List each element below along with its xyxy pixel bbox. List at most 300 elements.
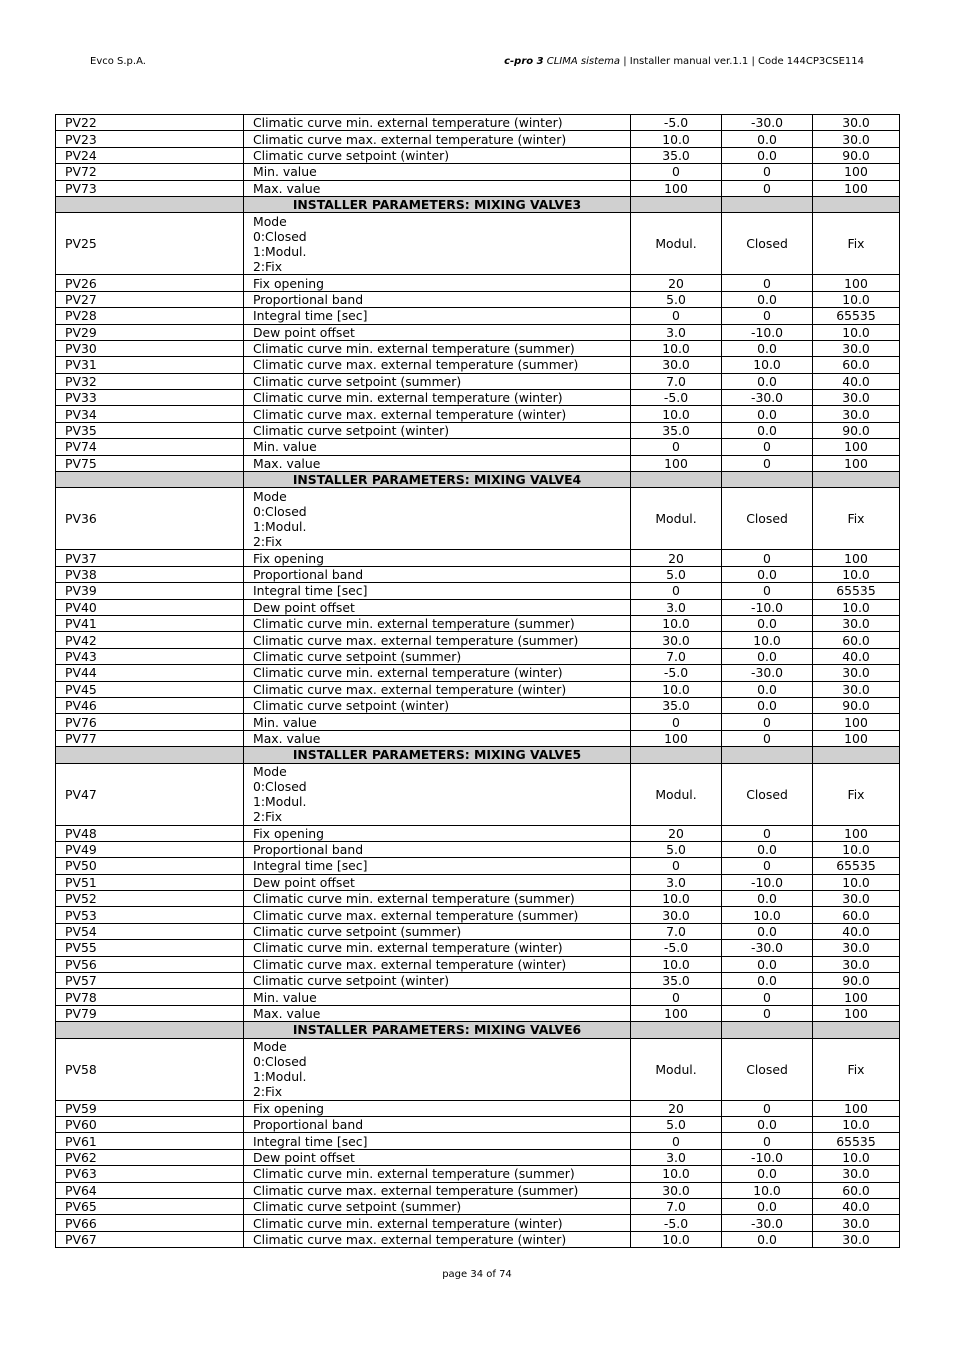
- param-max: Fix: [813, 1038, 900, 1100]
- mode-option-line: 2:Fix: [253, 258, 283, 274]
- param-min: Closed: [722, 213, 813, 275]
- param-min: 10.0: [722, 632, 813, 648]
- param-max: 10.0: [813, 324, 900, 340]
- param-max: 30.0: [813, 615, 900, 631]
- param-max: 100: [813, 714, 900, 730]
- param-min: 0.0: [722, 681, 813, 697]
- param-max: Fix: [813, 213, 900, 275]
- table-row: [56, 1166, 900, 1182]
- table-row: [56, 632, 900, 648]
- param-description: Max. value: [244, 180, 631, 196]
- section-blank-cell: [722, 747, 813, 763]
- param-description: Fix opening: [244, 1100, 631, 1116]
- param-code: PV28: [56, 308, 244, 324]
- table-row: [56, 956, 900, 972]
- param-description: Climatic curve max. external temperature (winter): [244, 956, 631, 972]
- param-default: 3.0: [631, 599, 722, 615]
- param-code: PV73: [56, 180, 244, 196]
- param-description: Climatic curve max. external temperature (summer): [244, 357, 631, 373]
- parameters-table: [55, 114, 900, 1248]
- param-description: Proportional band: [244, 291, 631, 307]
- param-code: PV22: [56, 115, 244, 131]
- param-description: Climatic curve setpoint (summer): [244, 373, 631, 389]
- param-code: PV64: [56, 1182, 244, 1198]
- param-max: 100: [813, 989, 900, 1005]
- param-description: Climatic curve max. external temperature (winter): [244, 406, 631, 422]
- param-max: 30.0: [813, 681, 900, 697]
- param-code: PV78: [56, 989, 244, 1005]
- param-min: 0: [722, 275, 813, 291]
- mode-option-line: Mode: [253, 488, 287, 504]
- param-code: PV47: [56, 763, 244, 825]
- table-row: [56, 825, 900, 841]
- param-description: Proportional band: [244, 841, 631, 857]
- param-min: 0: [722, 858, 813, 874]
- param-default: -5.0: [631, 665, 722, 681]
- param-default: 7.0: [631, 373, 722, 389]
- mode-option-line: Mode: [253, 213, 287, 229]
- manual-code: | Installer manual ver.1.1 | Code 144CP3CSE114: [620, 56, 864, 67]
- section-title: INSTALLER PARAMETERS: MIXING VALVE6: [244, 1022, 631, 1038]
- param-description: [244, 488, 631, 550]
- param-default: Modul.: [631, 1038, 722, 1100]
- table-row: [56, 131, 900, 147]
- param-code: PV24: [56, 147, 244, 163]
- table-row: [56, 907, 900, 923]
- table-row: [56, 923, 900, 939]
- param-code: PV55: [56, 940, 244, 956]
- param-description: Integral time [sec]: [244, 1133, 631, 1149]
- table-row: [56, 115, 900, 131]
- param-code: PV56: [56, 956, 244, 972]
- table-row: [56, 291, 900, 307]
- param-description: Dew point offset: [244, 1149, 631, 1165]
- param-default: 100: [631, 1005, 722, 1021]
- param-default: 0: [631, 439, 722, 455]
- param-min: 10.0: [722, 357, 813, 373]
- param-description: Climatic curve min. external temperature (summer): [244, 340, 631, 356]
- section-blank-cell: [813, 1022, 900, 1038]
- param-max: 100: [813, 730, 900, 746]
- section-blank-cell: [56, 1022, 244, 1038]
- section-title: INSTALLER PARAMETERS: MIXING VALVE4: [244, 472, 631, 488]
- table-row: [56, 1215, 900, 1231]
- param-description: Dew point offset: [244, 324, 631, 340]
- param-code: PV50: [56, 858, 244, 874]
- param-max: 65535: [813, 1133, 900, 1149]
- param-default: 30.0: [631, 1182, 722, 1198]
- param-max: 30.0: [813, 665, 900, 681]
- param-code: PV41: [56, 615, 244, 631]
- param-max: 90.0: [813, 973, 900, 989]
- param-max: 60.0: [813, 1182, 900, 1198]
- param-code: PV30: [56, 340, 244, 356]
- table-row: [56, 147, 900, 163]
- param-min: -30.0: [722, 1215, 813, 1231]
- table-row: [56, 324, 900, 340]
- mode-option-line: 2:Fix: [253, 1084, 283, 1100]
- param-default: 30.0: [631, 632, 722, 648]
- param-default: 10.0: [631, 1231, 722, 1247]
- param-description: Climatic curve setpoint (summer): [244, 923, 631, 939]
- table-row: [56, 1005, 900, 1021]
- table-row: [56, 583, 900, 599]
- param-max: 30.0: [813, 340, 900, 356]
- param-max: 30.0: [813, 891, 900, 907]
- mode-option-line: 0:Closed: [253, 228, 307, 244]
- param-max: 10.0: [813, 841, 900, 857]
- param-code: PV61: [56, 1133, 244, 1149]
- mode-option-line: 1:Modul.: [253, 1069, 307, 1085]
- table-row: [56, 940, 900, 956]
- section-title: INSTALLER PARAMETERS: MIXING VALVE5: [244, 747, 631, 763]
- param-description: Climatic curve min. external temperature (summer): [244, 891, 631, 907]
- param-max: Fix: [813, 763, 900, 825]
- param-default: -5.0: [631, 390, 722, 406]
- param-code: PV45: [56, 681, 244, 697]
- param-code: PV49: [56, 841, 244, 857]
- param-description: [244, 763, 631, 825]
- param-default: 100: [631, 730, 722, 746]
- param-default: 3.0: [631, 324, 722, 340]
- document-info: [504, 56, 864, 67]
- table-row: [56, 714, 900, 730]
- param-default: 0: [631, 164, 722, 180]
- param-description: Max. value: [244, 1005, 631, 1021]
- table-row: [56, 180, 900, 196]
- section-header-row: [56, 1022, 900, 1038]
- param-max: 10.0: [813, 1149, 900, 1165]
- mode-option-line: 1:Modul.: [253, 243, 307, 259]
- mode-option-line: 2:Fix: [253, 809, 283, 824]
- section-blank-cell: [813, 747, 900, 763]
- param-max: 30.0: [813, 956, 900, 972]
- param-description: Min. value: [244, 439, 631, 455]
- param-default: 20: [631, 550, 722, 566]
- param-code: PV52: [56, 891, 244, 907]
- table-row: [56, 406, 900, 422]
- param-code: PV74: [56, 439, 244, 455]
- param-default: 7.0: [631, 648, 722, 664]
- param-default: 0: [631, 1133, 722, 1149]
- param-min: 0: [722, 164, 813, 180]
- table-row: [56, 373, 900, 389]
- param-max: 30.0: [813, 406, 900, 422]
- param-description: Fix opening: [244, 825, 631, 841]
- param-min: 0: [722, 714, 813, 730]
- param-default: 20: [631, 1100, 722, 1116]
- table-row: [56, 874, 900, 890]
- param-min: 0: [722, 1133, 813, 1149]
- param-default: 5.0: [631, 1116, 722, 1132]
- param-description: Integral time [sec]: [244, 583, 631, 599]
- param-min: 0.0: [722, 923, 813, 939]
- param-max: 100: [813, 825, 900, 841]
- param-min: 0.0: [722, 1116, 813, 1132]
- param-code: PV63: [56, 1166, 244, 1182]
- param-min: 0.0: [722, 1231, 813, 1247]
- param-max: 60.0: [813, 907, 900, 923]
- table-row: [56, 891, 900, 907]
- param-min: -30.0: [722, 940, 813, 956]
- param-min: 0: [722, 455, 813, 471]
- section-header-row: [56, 196, 900, 212]
- param-default: 0: [631, 583, 722, 599]
- param-code: PV57: [56, 973, 244, 989]
- param-max: 30.0: [813, 940, 900, 956]
- param-description: Climatic curve max. external temperature (winter): [244, 131, 631, 147]
- param-description: Max. value: [244, 455, 631, 471]
- param-default: Modul.: [631, 488, 722, 550]
- param-code: PV29: [56, 324, 244, 340]
- param-default: 10.0: [631, 131, 722, 147]
- section-blank-cell: [631, 1022, 722, 1038]
- mode-option-line: 0:Closed: [253, 779, 307, 794]
- table-row: [56, 422, 900, 438]
- product-name: c-pro 3: [504, 56, 544, 67]
- param-default: 10.0: [631, 891, 722, 907]
- table-row: [56, 730, 900, 746]
- param-min: 0.0: [722, 131, 813, 147]
- param-default: -5.0: [631, 1215, 722, 1231]
- param-default: 7.0: [631, 923, 722, 939]
- param-max: 100: [813, 275, 900, 291]
- param-default: Modul.: [631, 213, 722, 275]
- param-description: Climatic curve min. external temperature (winter): [244, 1215, 631, 1231]
- param-min: 0.0: [722, 648, 813, 664]
- section-blank-cell: [56, 196, 244, 212]
- param-max: 100: [813, 1005, 900, 1021]
- param-max: 10.0: [813, 874, 900, 890]
- section-blank-cell: [722, 472, 813, 488]
- param-description: Dew point offset: [244, 599, 631, 615]
- param-code: PV38: [56, 566, 244, 582]
- param-min: 0: [722, 583, 813, 599]
- table-row: [56, 841, 900, 857]
- param-min: 0.0: [722, 841, 813, 857]
- param-description: Dew point offset: [244, 874, 631, 890]
- param-default: -5.0: [631, 940, 722, 956]
- param-min: 0.0: [722, 1198, 813, 1214]
- param-description: Climatic curve max. external temperature (summer): [244, 1182, 631, 1198]
- param-default: -5.0: [631, 115, 722, 131]
- param-code: PV37: [56, 550, 244, 566]
- param-description: Climatic curve setpoint (winter): [244, 697, 631, 713]
- param-min: 0: [722, 1005, 813, 1021]
- mode-option-line: Mode: [253, 1039, 287, 1055]
- param-min: -30.0: [722, 665, 813, 681]
- param-code: PV58: [56, 1038, 244, 1100]
- table-row: [56, 615, 900, 631]
- param-code: PV48: [56, 825, 244, 841]
- param-code: PV35: [56, 422, 244, 438]
- param-code: PV32: [56, 373, 244, 389]
- param-default: 0: [631, 308, 722, 324]
- mode-option-line: 2:Fix: [253, 533, 283, 549]
- table-row: [56, 1038, 900, 1100]
- param-code: PV75: [56, 455, 244, 471]
- param-default: 0: [631, 989, 722, 1005]
- param-min: 0.0: [722, 697, 813, 713]
- param-max: 30.0: [813, 390, 900, 406]
- section-blank-cell: [56, 747, 244, 763]
- param-default: 35.0: [631, 147, 722, 163]
- table-row: [56, 858, 900, 874]
- param-code: PV66: [56, 1215, 244, 1231]
- param-code: PV44: [56, 665, 244, 681]
- param-code: PV72: [56, 164, 244, 180]
- param-description: Climatic curve setpoint (winter): [244, 422, 631, 438]
- product-subtitle: CLIMA sistema: [543, 56, 621, 67]
- param-description: Climatic curve max. external temperature (summer): [244, 632, 631, 648]
- param-code: PV65: [56, 1198, 244, 1214]
- param-max: 100: [813, 455, 900, 471]
- table-row: [56, 665, 900, 681]
- page-number: page 34 of 74: [442, 1269, 512, 1280]
- param-default: 10.0: [631, 406, 722, 422]
- param-default: 10.0: [631, 615, 722, 631]
- table-row: [56, 1116, 900, 1132]
- mode-option-line: Mode: [253, 764, 287, 779]
- param-min: 0.0: [722, 973, 813, 989]
- param-min: 0: [722, 825, 813, 841]
- param-description: Climatic curve min. external temperature (winter): [244, 115, 631, 131]
- param-max: 10.0: [813, 566, 900, 582]
- param-min: 0.0: [722, 422, 813, 438]
- table-row: [56, 455, 900, 471]
- param-min: 0.0: [722, 147, 813, 163]
- table-row: [56, 1182, 900, 1198]
- param-code: PV42: [56, 632, 244, 648]
- param-min: 0.0: [722, 956, 813, 972]
- param-description: [244, 213, 631, 275]
- param-min: 0: [722, 550, 813, 566]
- param-max: 65535: [813, 583, 900, 599]
- param-max: 10.0: [813, 1116, 900, 1132]
- param-code: PV31: [56, 357, 244, 373]
- param-max: 90.0: [813, 422, 900, 438]
- param-default: 100: [631, 455, 722, 471]
- param-description: Climatic curve min. external temperature (winter): [244, 940, 631, 956]
- param-max: 10.0: [813, 599, 900, 615]
- param-code: PV53: [56, 907, 244, 923]
- param-min: -10.0: [722, 324, 813, 340]
- param-max: 100: [813, 1100, 900, 1116]
- param-code: PV46: [56, 697, 244, 713]
- param-description: Fix opening: [244, 275, 631, 291]
- param-max: 90.0: [813, 147, 900, 163]
- param-description: Climatic curve setpoint (summer): [244, 1198, 631, 1214]
- param-code: PV25: [56, 213, 244, 275]
- param-description: Climatic curve max. external temperature (summer): [244, 907, 631, 923]
- param-code: PV36: [56, 488, 244, 550]
- parameters-table-body: [56, 115, 900, 1248]
- param-description: Integral time [sec]: [244, 308, 631, 324]
- param-max: 100: [813, 164, 900, 180]
- param-default: 10.0: [631, 681, 722, 697]
- param-default: 35.0: [631, 697, 722, 713]
- param-default: 35.0: [631, 422, 722, 438]
- param-min: 0.0: [722, 406, 813, 422]
- param-description: Climatic curve min. external temperature (summer): [244, 615, 631, 631]
- param-description: Min. value: [244, 989, 631, 1005]
- param-default: 5.0: [631, 291, 722, 307]
- table-row: [56, 566, 900, 582]
- table-row: [56, 308, 900, 324]
- param-max: 100: [813, 180, 900, 196]
- param-min: 0: [722, 1100, 813, 1116]
- param-min: Closed: [722, 488, 813, 550]
- param-description: Climatic curve min. external temperature (summer): [244, 1166, 631, 1182]
- param-min: 0: [722, 308, 813, 324]
- param-description: Climatic curve setpoint (summer): [244, 648, 631, 664]
- param-description: Integral time [sec]: [244, 858, 631, 874]
- param-min: 0: [722, 180, 813, 196]
- table-row: [56, 340, 900, 356]
- table-row: [56, 697, 900, 713]
- param-code: PV27: [56, 291, 244, 307]
- param-default: 5.0: [631, 841, 722, 857]
- param-default: 10.0: [631, 340, 722, 356]
- param-description: Climatic curve setpoint (winter): [244, 973, 631, 989]
- table-row: [56, 164, 900, 180]
- param-code: PV23: [56, 131, 244, 147]
- param-default: 5.0: [631, 566, 722, 582]
- param-min: 0: [722, 730, 813, 746]
- table-row: [56, 550, 900, 566]
- param-code: PV34: [56, 406, 244, 422]
- param-max: 65535: [813, 858, 900, 874]
- table-row: [56, 989, 900, 1005]
- param-min: 0.0: [722, 891, 813, 907]
- table-row: [56, 275, 900, 291]
- table-row: [56, 439, 900, 455]
- table-row: [56, 357, 900, 373]
- param-code: PV39: [56, 583, 244, 599]
- param-max: 30.0: [813, 1166, 900, 1182]
- table-row: [56, 1133, 900, 1149]
- param-default: 0: [631, 714, 722, 730]
- mode-option-line: 0:Closed: [253, 1054, 307, 1070]
- param-default: 20: [631, 825, 722, 841]
- param-min: -30.0: [722, 115, 813, 131]
- param-code: PV62: [56, 1149, 244, 1165]
- section-blank-cell: [813, 196, 900, 212]
- param-min: -30.0: [722, 390, 813, 406]
- param-default: 10.0: [631, 956, 722, 972]
- param-min: 0: [722, 989, 813, 1005]
- section-header-row: [56, 747, 900, 763]
- mode-option-line: 1:Modul.: [253, 794, 307, 809]
- param-min: 0.0: [722, 566, 813, 582]
- param-description: Climatic curve min. external temperature (winter): [244, 665, 631, 681]
- param-description: Climatic curve setpoint (winter): [244, 147, 631, 163]
- param-min: 10.0: [722, 907, 813, 923]
- table-row: [56, 1231, 900, 1247]
- table-row: [56, 1100, 900, 1116]
- param-code: PV43: [56, 648, 244, 664]
- param-code: PV77: [56, 730, 244, 746]
- mode-option-line: 1:Modul.: [253, 518, 307, 534]
- table-row: [56, 488, 900, 550]
- param-default: 100: [631, 180, 722, 196]
- param-max: 65535: [813, 308, 900, 324]
- param-description: Proportional band: [244, 1116, 631, 1132]
- param-min: 10.0: [722, 1182, 813, 1198]
- param-default: 3.0: [631, 1149, 722, 1165]
- section-blank-cell: [813, 472, 900, 488]
- table-row: [56, 763, 900, 825]
